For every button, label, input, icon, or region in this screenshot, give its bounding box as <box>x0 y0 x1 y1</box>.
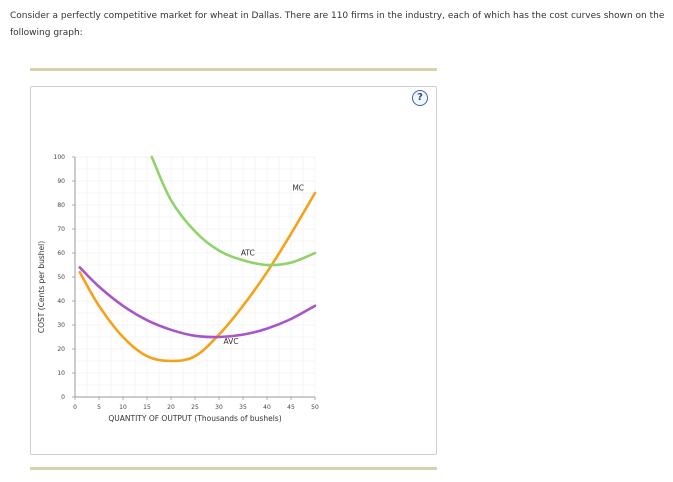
x-tick-label: 15 <box>143 404 151 411</box>
x-tick-label: 50 <box>311 404 319 411</box>
y-axis-title: COST (Cents per bushel) <box>37 240 46 334</box>
y-tick-label: 30 <box>57 322 65 329</box>
y-tick-label: 50 <box>57 274 65 281</box>
x-tick-label: 35 <box>239 404 247 411</box>
x-tick-label: 5 <box>97 404 101 411</box>
x-tick-label: 25 <box>191 404 199 411</box>
y-tick-label: 100 <box>53 154 65 161</box>
y-tick-label: 40 <box>57 298 65 305</box>
x-tick-label: 0 <box>73 404 77 411</box>
x-tick-label: 30 <box>215 404 223 411</box>
y-tick-label: 90 <box>57 178 65 185</box>
help-icon[interactable]: ? <box>412 90 428 106</box>
grid <box>75 157 315 397</box>
curves <box>80 157 315 361</box>
atc-curve <box>152 157 315 265</box>
y-tick-label: 80 <box>57 202 65 209</box>
y-tick-label: 0 <box>61 394 65 401</box>
y-tick-label: 20 <box>57 346 65 353</box>
x-tick-label: 40 <box>263 404 271 411</box>
avc-label: AVC <box>223 337 239 347</box>
atc-label: ATC <box>240 248 255 258</box>
mc-label: MC <box>292 183 305 193</box>
x-axis-title: QUANTITY OF OUTPUT (Thousands of bushels) <box>108 414 282 423</box>
y-tick-label: 60 <box>57 250 65 257</box>
y-tick-label: 70 <box>57 226 65 233</box>
question-intro: Consider a perfectly competitive market for wheat in Dallas. There are 110 firms in the industry, each of which has the cost curves shown on the following graph: <box>10 11 665 38</box>
x-tick-label: 45 <box>287 404 295 411</box>
bottom-divider <box>30 467 437 470</box>
x-tick-label: 20 <box>167 404 175 411</box>
x-tick-label: 10 <box>119 404 127 411</box>
y-tick-label: 10 <box>57 370 65 377</box>
